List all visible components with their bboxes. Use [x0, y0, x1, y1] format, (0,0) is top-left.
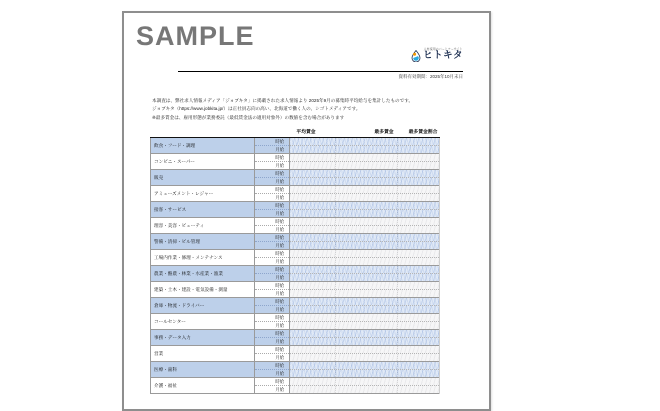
blurred-value-cell [290, 362, 439, 370]
table-row [151, 266, 439, 282]
blurred-value-cell [290, 258, 439, 265]
data-cells [290, 154, 439, 169]
pay-type-column [255, 378, 290, 393]
pay-type-monthly-label: 月給 [255, 338, 289, 345]
pay-type-column [255, 298, 290, 313]
category-label: 理容・美容・ビューティ [151, 218, 255, 233]
blurred-value-cell [290, 186, 439, 194]
logo-text [423, 48, 463, 62]
blurred-value-cell [290, 386, 439, 393]
pay-type-hourly-label: 時給 [255, 218, 289, 226]
blurred-value-cell [290, 194, 439, 201]
wage-table-header [150, 125, 440, 138]
data-cells [290, 378, 439, 393]
pay-type-monthly-label: 月給 [275, 162, 284, 168]
blurred-value-cell [290, 250, 439, 258]
blurred-value-cell [290, 162, 439, 169]
pay-type-column [255, 234, 290, 249]
pay-type-hourly-label: 時給 [255, 154, 289, 162]
blurred-value-cell [290, 210, 439, 217]
document-page [122, 11, 491, 411]
pay-type-monthly-label: 月給 [275, 226, 284, 232]
blurred-value-cell [290, 338, 439, 345]
data-cells [290, 250, 439, 265]
wage-table-body [150, 138, 440, 394]
table-row [151, 234, 439, 250]
category-label: 警備・清掃・ビル管理 [151, 234, 255, 249]
intro-line-2: ジョブキタ（https://www.jobkita.jp/）は正社員志向の高い、北海道で働く人の、シゴトメディアです。 [152, 106, 361, 112]
data-cells [290, 330, 439, 345]
pay-type-hourly-label: 時給 [255, 282, 289, 290]
data-cells [290, 362, 439, 377]
category-label: 工場内作業・修理・メンテナンス [151, 250, 255, 265]
blurred-value-cell [290, 282, 439, 290]
pay-type-column [255, 346, 290, 361]
blurred-value-cell [290, 306, 439, 313]
pay-type-column [255, 314, 290, 329]
data-cells [290, 346, 439, 361]
blurred-value-cell [290, 346, 439, 354]
blurred-value-cell [290, 178, 439, 185]
table-row [151, 186, 439, 202]
pay-type-hourly-label: 時給 [255, 186, 289, 194]
category-label: 飲食・フード・調理 [151, 138, 255, 153]
pay-type-hourly-label: 時給 [255, 170, 289, 178]
category-label: 販売 [151, 170, 255, 185]
intro-paragraph [152, 97, 413, 122]
blurred-value-cell [290, 138, 439, 146]
data-cells [290, 170, 439, 185]
table-row [151, 298, 439, 314]
data-cells [290, 186, 439, 201]
category-label: 倉庫・物流・ドライバー [151, 298, 255, 313]
table-row [151, 138, 439, 154]
pay-type-monthly-label: 月給 [275, 354, 284, 360]
table-row [151, 378, 439, 394]
pay-type-hourly-label: 時給 [255, 202, 289, 210]
table-row [151, 218, 439, 234]
pay-type-column [255, 154, 290, 169]
pay-type-monthly-label: 月給 [275, 386, 284, 392]
pay-type-column [255, 186, 290, 201]
table-row [151, 346, 439, 362]
pay-type-monthly-label: 月給 [255, 242, 289, 249]
pay-type-hourly-label: 時給 [255, 314, 289, 322]
wage-table [150, 125, 440, 394]
pay-type-hourly-label: 時給 [255, 330, 289, 338]
data-cells [290, 314, 439, 329]
category-label: 事務・データ入力 [151, 330, 255, 345]
blurred-value-cell [290, 234, 439, 242]
pay-type-monthly-label: 月給 [275, 322, 284, 328]
pay-type-monthly-label: 月給 [275, 290, 284, 296]
pay-type-monthly-label: 月給 [275, 194, 284, 200]
validity-period: 資料有効期間：2025年10月末日 [398, 74, 463, 79]
column-header-mode-wage-share: 最多賃金割合 [408, 130, 438, 135]
table-row [151, 170, 439, 186]
intro-line-1: 本調査は、弊社求人情報メディア「ジョブキタ」に掲載された求人情報より 2025年9月の募集時平均給与を集計したものです。 [152, 98, 414, 103]
column-header-average-wage: 平均賃金 [296, 130, 316, 135]
data-cells [290, 298, 439, 313]
blurred-value-cell [290, 242, 439, 249]
pay-type-column [255, 330, 290, 345]
category-label: 接客・サービス [151, 202, 255, 217]
pay-type-column [255, 218, 290, 233]
category-label: 医療・歯科 [151, 362, 255, 377]
table-row [151, 282, 439, 298]
pay-type-column [255, 266, 290, 281]
pay-type-column [255, 170, 290, 185]
pay-type-hourly-label: 時給 [255, 250, 289, 258]
blurred-value-cell [290, 170, 439, 178]
data-cells [290, 282, 439, 297]
sample-watermark: SAMPLE [136, 21, 255, 51]
table-row [151, 250, 439, 266]
pay-type-hourly-label: 時給 [255, 298, 289, 306]
blurred-value-cell [290, 314, 439, 322]
blurred-value-cell [290, 298, 439, 306]
category-label: 建築・土木・建設・電気設備・測量 [151, 282, 255, 297]
category-label: 農業・酪農・林業・水産業・漁業 [151, 266, 255, 281]
data-cells [290, 202, 439, 217]
logo-tagline: 人材採用のパートナーサイト [423, 47, 463, 51]
blurred-value-cell [290, 146, 439, 153]
blurred-value-cell [290, 378, 439, 386]
category-label: 介護・福祉 [151, 378, 255, 393]
blurred-value-cell [290, 322, 439, 329]
table-row [151, 314, 439, 330]
category-label: コンビニ・スーパー [151, 154, 255, 169]
blurred-value-cell [290, 226, 439, 233]
pay-type-monthly-label: 月給 [255, 306, 289, 313]
hitokita-logo-icon [411, 50, 421, 62]
pay-type-column [255, 138, 290, 153]
pay-type-monthly-label: 月給 [255, 146, 289, 153]
table-row [151, 202, 439, 218]
pay-type-monthly-label: 月給 [255, 178, 289, 185]
data-cells [290, 218, 439, 233]
pay-type-hourly-label: 時給 [255, 266, 289, 274]
pay-type-column [255, 250, 290, 265]
blurred-value-cell [290, 154, 439, 162]
pay-type-monthly-label: 月給 [255, 274, 289, 281]
table-row [151, 154, 439, 170]
blurred-value-cell [290, 354, 439, 361]
blurred-value-cell [290, 266, 439, 274]
blurred-value-cell [290, 202, 439, 210]
header-rule [178, 71, 463, 72]
intro-line-3: ※最多賃金は、雇用形態が業務委託（最低賃金法の適用対象外）の数値を含む場合があります [152, 114, 345, 120]
pay-type-column [255, 282, 290, 297]
pay-type-hourly-label: 時給 [255, 138, 289, 146]
pay-type-column [255, 362, 290, 377]
blurred-value-cell [290, 370, 439, 377]
table-row [151, 362, 439, 378]
pay-type-hourly-label: 時給 [255, 234, 289, 242]
pay-type-column [255, 202, 290, 217]
logo-name: ヒトキタ [423, 50, 463, 62]
pay-type-monthly-label: 月給 [275, 258, 284, 264]
blurred-value-cell [290, 274, 439, 281]
column-header-mode-wage: 最多賃金 [374, 130, 394, 135]
category-label: アミューズメント・レジャー [151, 186, 255, 201]
blurred-value-cell [290, 330, 439, 338]
data-cells [290, 234, 439, 249]
pay-type-monthly-label: 月給 [255, 370, 289, 377]
table-row [151, 330, 439, 346]
blurred-value-cell [290, 218, 439, 226]
pay-type-hourly-label: 時給 [255, 346, 289, 354]
category-label: 営業 [151, 346, 255, 361]
blurred-value-cell [290, 290, 439, 297]
pay-type-hourly-label: 時給 [255, 362, 289, 370]
pay-type-hourly-label: 時給 [255, 378, 289, 386]
pay-type-monthly-label: 月給 [255, 210, 289, 217]
category-label: コールセンター [151, 314, 255, 329]
hitokita-logo [411, 48, 463, 62]
data-cells [290, 266, 439, 281]
data-cells [290, 138, 439, 153]
